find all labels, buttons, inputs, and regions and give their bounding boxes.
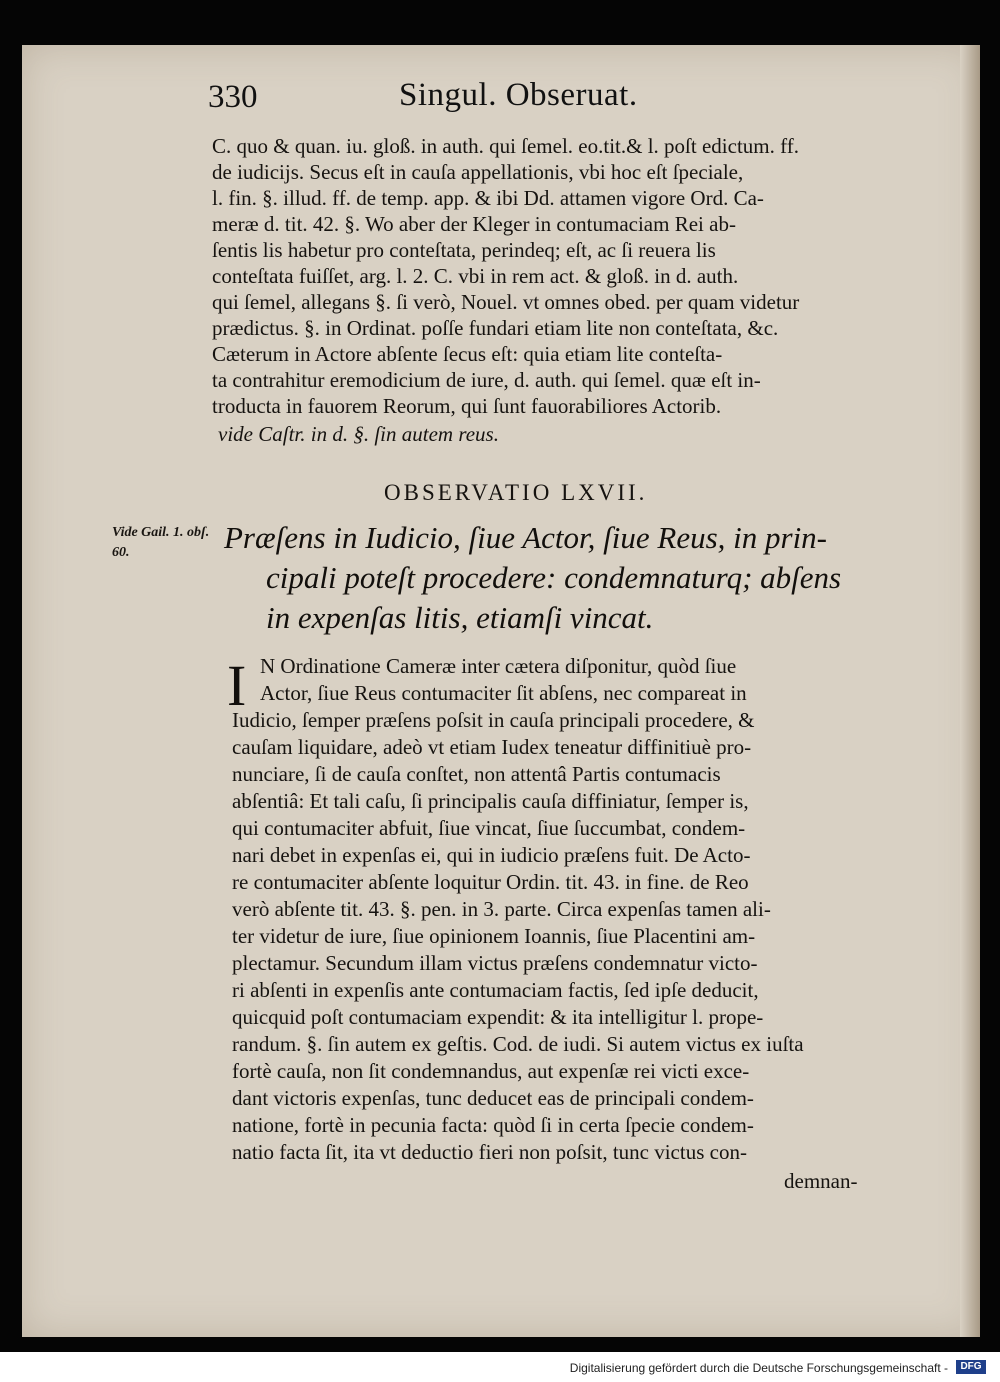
text-line: prædictus. §. in Ordinat. poſſe fundari etiam lite non conteſtata, &c. [212,316,779,340]
margin-note: Vide Gail. 1. obſ. 60. [112,525,210,560]
text-line: plectamur. Secundum illam victus præſens condemnatur victo- [232,951,758,975]
summary-line: Præſens in Iudicio, ſiue Actor, ſiue Reus, in prin- [224,520,828,555]
text-line: re contumaciter abſente loquitur Ordin. tit. 43. in fine. de Reo [232,870,749,894]
summary-line: cipali poteſt procedere: condemnaturq; abſens [266,560,842,595]
text-line: nunciare, ſi de cauſa conſtet, non attentâ Partis contumacis [232,762,721,786]
text-line: fortè cauſa, non ſit condemnandus, aut expenſæ rei victi exce- [232,1059,750,1083]
text-line: natio facta ſit, ita vt deductio fieri non poſsit, tunc victus con- [232,1140,747,1164]
text-line: ri abſenti in expenſis ante contumaciam factis, ſed ipſe deducit, [232,978,759,1002]
text-line: qui contumaciter abfuit, ſiue vincat, ſiue ſuccumbat, condem- [232,816,746,840]
text-line: N Ordinatione Cameræ inter cætera diſponitur, quòd ſiue [260,654,737,678]
text-line: qui ſemel, allegans §. ſi verò, Nouel. vt omnes obed. per quam videtur [212,290,800,314]
initial-letter: I [227,653,247,718]
text-line: Actor, ſiue Reus contumaciter ſit abſens, nec compareat in [260,681,747,705]
book-page [22,45,980,1337]
text-line: dant victoris expenſas, tunc deducet eas de principali condem- [232,1086,754,1110]
page-header [22,71,980,127]
summary-line: in expenſas litis, etiamſi vincat. [266,600,654,635]
text-line: C. quo & quan. iu. gloß. in auth. qui ſemel. eo.tit.& l. poſt edictum. ff. [212,134,799,158]
text-line: ſentis lis habetur pro conteſtata, perindeq; eſt, ac ſi reuera lis [212,238,716,262]
text-line: conteſtata fuiſſet, arg. l. 2. C. vbi in rem act. & gloß. in d. auth. [212,264,739,288]
text-line: quicquid poſt contumaciam expendit: & ita intelligitur l. prope- [232,1005,764,1029]
text-line: verò abſente tit. 43. §. pen. in 3. parte. Circa expenſas tamen ali- [232,897,771,921]
page-edge-shadow [960,45,980,1337]
running-title: Singul. Obseruat. [399,77,638,113]
observation-heading: OBSERVATIO LXVII. [384,480,648,505]
funding-notice: Digitalisierung gefördert durch die Deutsche Forschungsgemeinschaft - [569,1361,948,1375]
text-line: abſentiâ: Et tali caſu, ſi principalis cauſa diffiniatur, ſemper is, [232,789,749,813]
text-line: Iudicio, ſemper præſens poſsit in cauſa principali procedere, & [232,708,755,732]
text-line: cauſam liquidare, adeò vt etiam Iudex teneatur diffinitiuè pro- [232,735,752,759]
page-number: 330 [208,79,258,115]
text-line: Cæterum in Actore abſente ſecus eſt: quia etiam lite conteſta- [212,342,723,366]
text-line: de iudicijs. Secus eſt in cauſa appellationis, vbi hoc eſt ſpeciale, [212,160,744,184]
text-line: randum. §. ſin autem ex geſtis. Cod. de iudi. Si autem victus ex iuſta [232,1032,804,1056]
text-line: troducta in fauorem Reorum, qui ſunt fauorabiliores Actorib. [212,394,722,418]
text-line: ta contrahitur eremodicium de iure, d. auth. qui ſemel. quæ eſt in- [212,368,761,392]
text-line: meræ d. tit. 42. §. Wo aber der Kleger in contumaciam Rei ab- [212,212,736,236]
dfg-logo-icon: DFG [956,1360,986,1374]
catchword: demnan- [784,1169,858,1193]
footer-bar [0,1352,1000,1382]
text-line: ter videtur de iure, ſiue opinionem Ioannis, ſiue Placentini am- [232,924,756,948]
text-line: natione, fortè in pecunia facta: quòd ſi in certa ſpecie condem- [232,1113,754,1137]
text-line: l. fin. §. illud. ff. de temp. app. & ibi Dd. attamen vigore Ord. Ca- [212,186,764,210]
text-line: vide Caſtr. in d. §. ſin autem reus. [218,422,499,446]
text-line: nari debet in expenſas ei, qui in iudicio præſens fuit. De Acto- [232,843,751,867]
